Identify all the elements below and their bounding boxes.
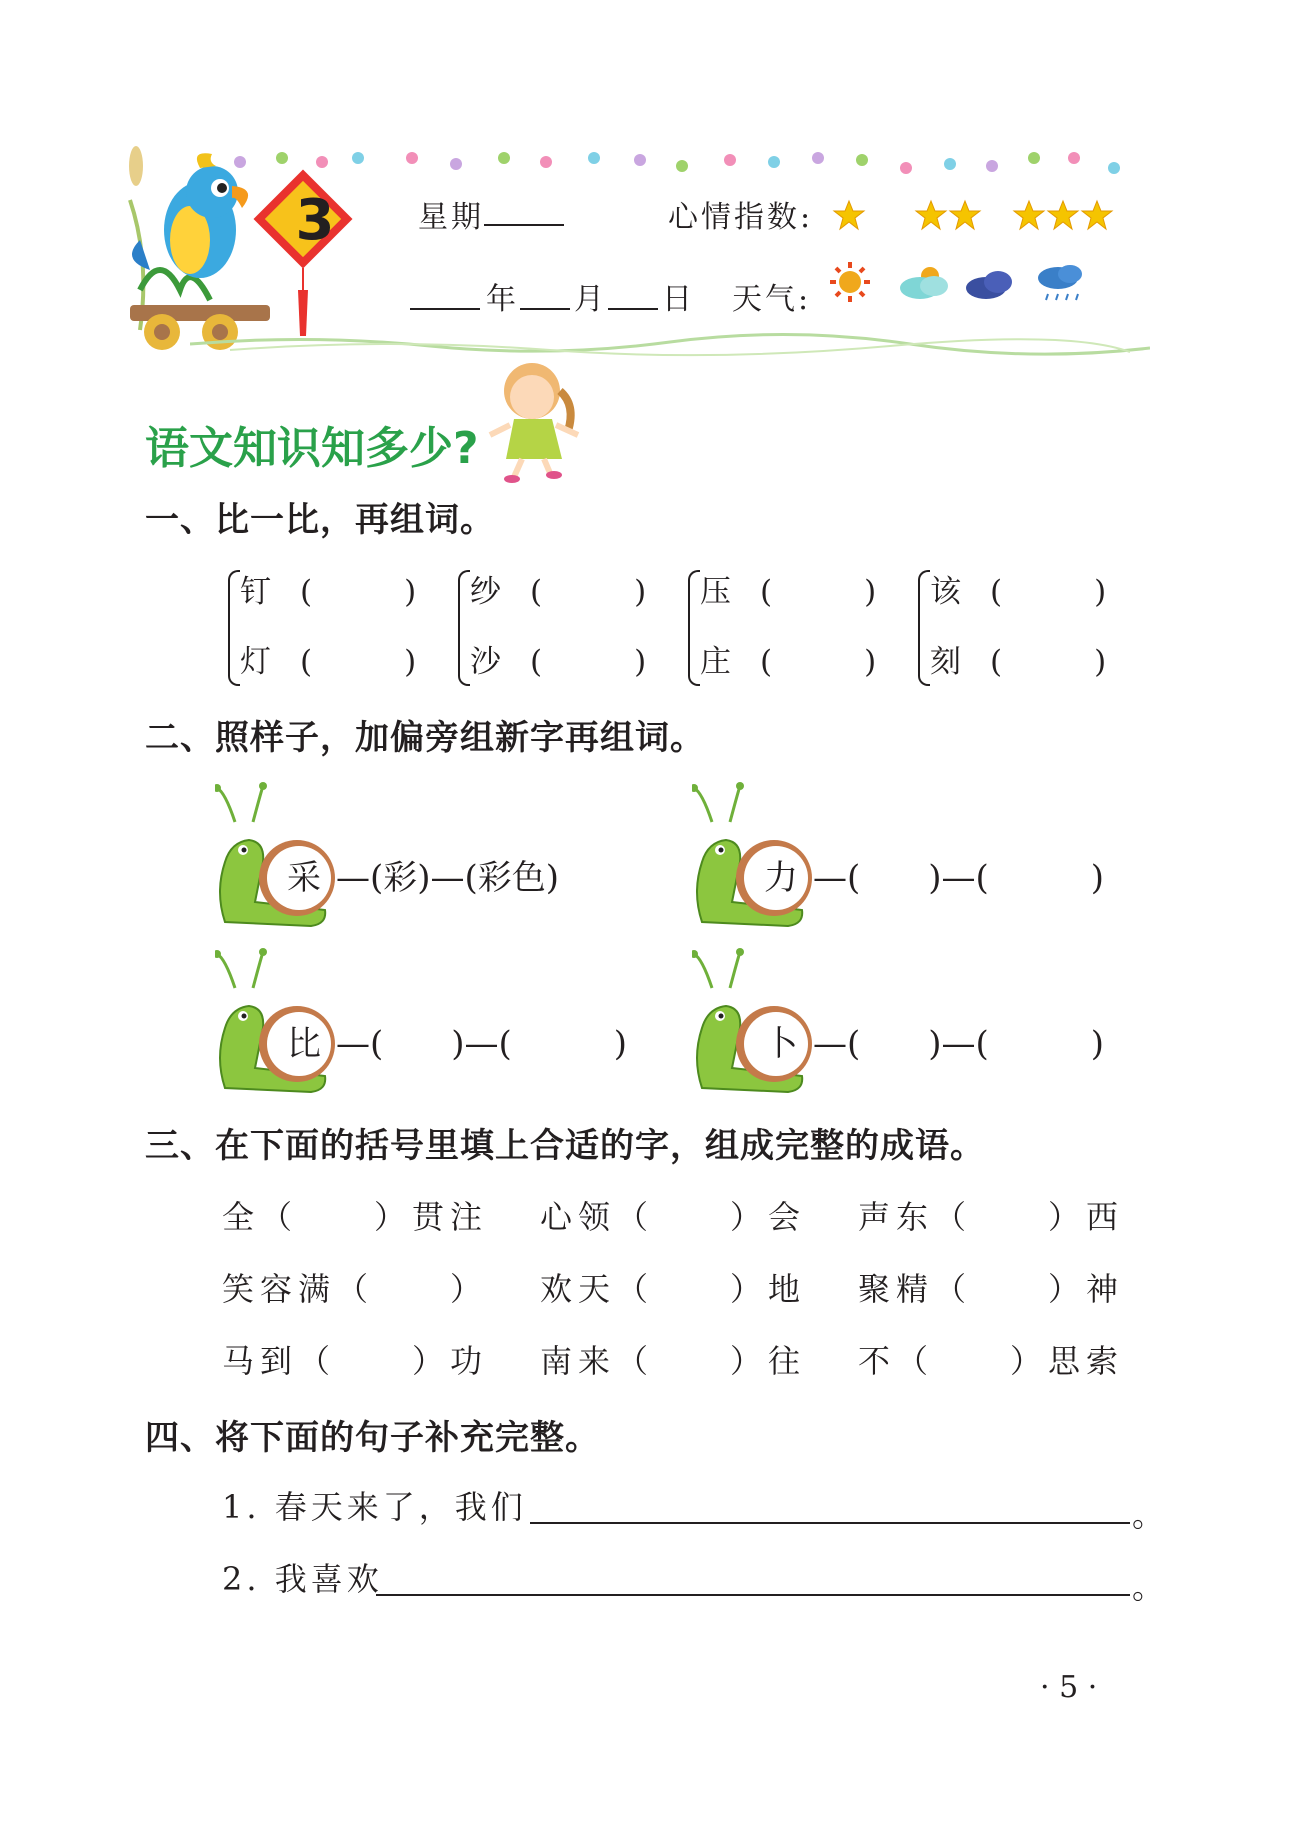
month-label: 月 [574, 282, 607, 317]
month-blank[interactable] [520, 280, 570, 310]
day-label: 日 [662, 282, 695, 317]
sentence-answer-line[interactable] [376, 1594, 1130, 1596]
compare-group-2: 纱 ( ) 沙 ( ) [458, 562, 673, 682]
weather-icons [826, 260, 1106, 310]
idiom-item[interactable]: 南来（ ）往 [540, 1342, 807, 1380]
snail-answer-blank[interactable]: —( )—( ) [813, 1024, 1105, 1064]
char-top: 钉 [240, 574, 271, 610]
sentence-end: 。 [1132, 1496, 1169, 1534]
weekday-label: 星期 [418, 200, 484, 235]
page-number: · 5 · [1040, 1670, 1098, 1705]
idiom-item[interactable]: 笑容满（ ） [222, 1270, 489, 1308]
grass-divider [190, 330, 1150, 360]
girl-illustration [480, 355, 590, 485]
snail-char: 卜 [764, 1024, 798, 1064]
snail-char: 采 [287, 858, 321, 898]
char-top: 纱 [470, 574, 501, 610]
section1-heading: 一、比一比，再组词。 [145, 500, 495, 540]
section4-heading: 四、将下面的句子补充完整。 [145, 1418, 600, 1458]
day-blank[interactable] [608, 280, 658, 310]
year-label: 年 [486, 282, 519, 317]
idiom-item[interactable]: 心领（ ）会 [540, 1198, 807, 1236]
idiom-item[interactable]: 欢天（ ）地 [540, 1270, 807, 1308]
idiom-item[interactable]: 马到（ ）功 [222, 1342, 489, 1380]
idiom-item[interactable]: 不（ ）思索 [858, 1342, 1125, 1380]
snail-answer-blank[interactable]: —( )—( ) [336, 1024, 628, 1064]
section2-heading: 二、照样子，加偏旁组新字再组词。 [145, 718, 705, 758]
sentence-prefix: 2. 我喜欢 [222, 1560, 383, 1598]
page-title: 语文知识知多少? [145, 423, 479, 474]
idiom-item[interactable]: 聚精（ ）神 [858, 1270, 1125, 1308]
char-bottom: 灯 [240, 644, 271, 680]
char-top: 压 [700, 574, 731, 610]
compare-group-4: 该 ( ) 刻 ( ) [918, 562, 1133, 682]
mood-stars [830, 196, 1130, 236]
char-bottom: 沙 [470, 644, 501, 680]
year-blank[interactable] [410, 280, 480, 310]
sunny-icon[interactable] [830, 262, 870, 302]
three-stars-icon[interactable] [1014, 201, 1112, 229]
weather-label: 天气: [732, 282, 812, 317]
snail-answer-blank[interactable]: —( )—( ) [813, 858, 1105, 898]
snail-char: 比 [287, 1024, 321, 1064]
two-stars-icon[interactable] [916, 201, 980, 229]
char-bottom: 庄 [700, 644, 731, 680]
compare-group-3: 压 ( ) 庄 ( ) [688, 562, 903, 682]
sentence-end: 。 [1132, 1568, 1169, 1606]
snail-char: 力 [764, 858, 798, 898]
mood-label: 心情指数: [668, 200, 814, 235]
snail-answer: —(彩)—(彩色) [336, 858, 560, 898]
idiom-item[interactable]: 声东（ ）西 [858, 1198, 1125, 1236]
dots-decoration [230, 150, 1150, 190]
weekday-blank[interactable] [484, 196, 564, 226]
one-star-icon[interactable] [834, 201, 864, 229]
sentence-answer-line[interactable] [530, 1522, 1130, 1524]
char-top: 该 [930, 574, 961, 610]
rainy-icon[interactable] [1038, 265, 1082, 300]
partly-cloudy-icon[interactable] [900, 267, 948, 299]
compare-group-1: 钉 ( ) 灯 ( ) [228, 562, 443, 682]
lesson-number: 3 [295, 188, 335, 253]
sentence-prefix: 1. 春天来了，我们 [222, 1488, 527, 1526]
char-bottom: 刻 [930, 644, 961, 680]
cloudy-icon[interactable] [966, 271, 1012, 299]
section3-heading: 三、在下面的括号里填上合适的字，组成完整的成语。 [145, 1126, 985, 1166]
idiom-item[interactable]: 全（ ）贯注 [222, 1198, 489, 1236]
